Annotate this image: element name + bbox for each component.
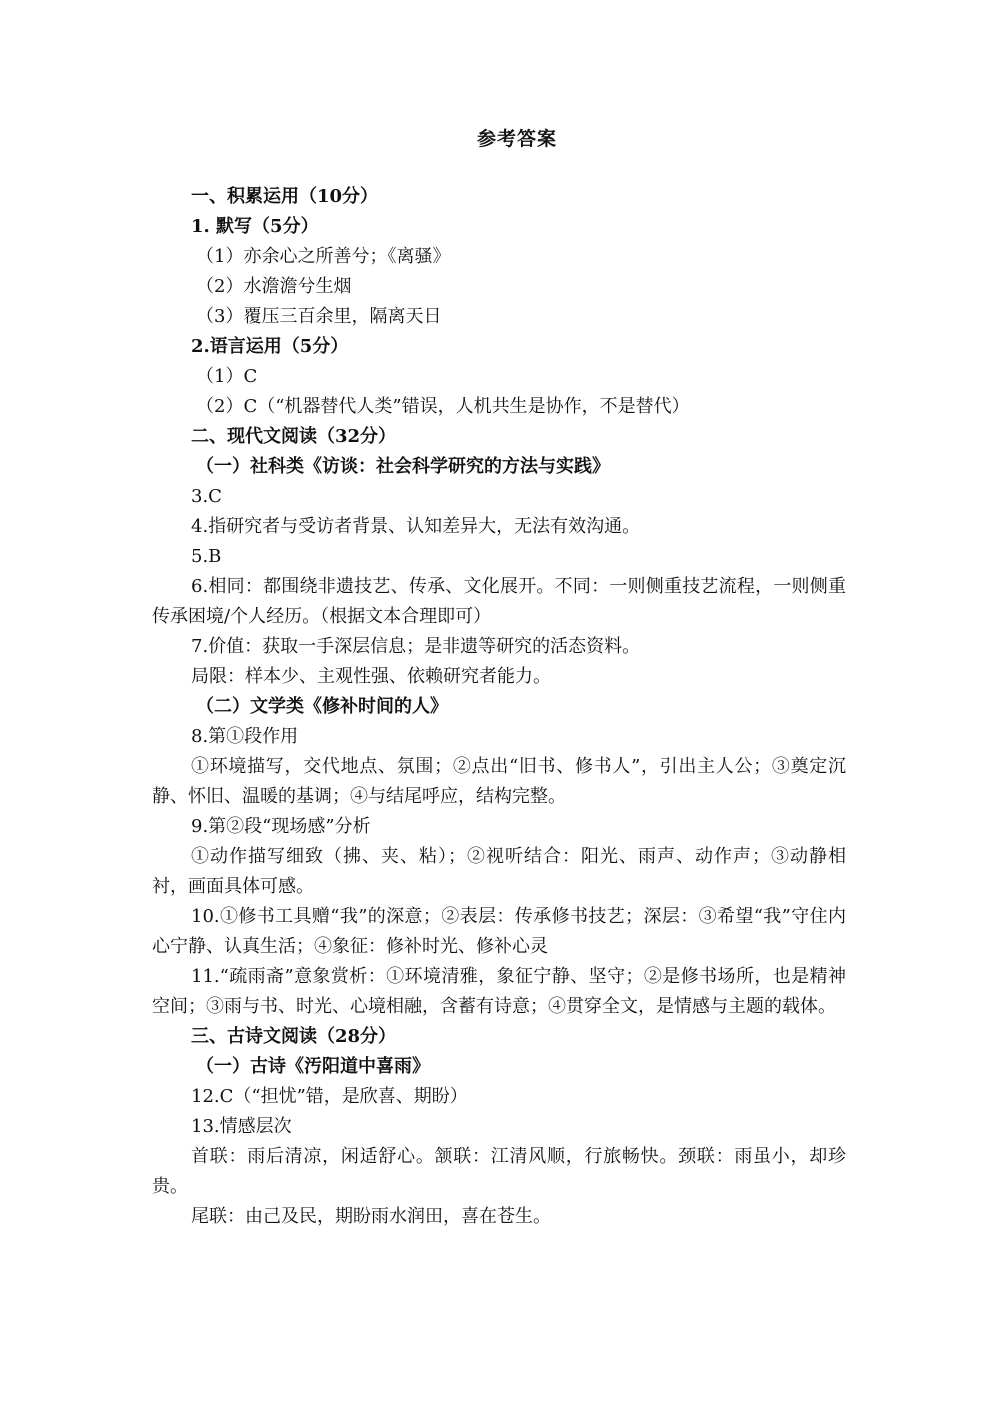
- answer-line: 4.指研究者与受访者背景、认知差异大，无法有效沟通。: [191, 516, 641, 537]
- answer-line: （3）覆压三百余里，隔离天日: [196, 306, 442, 327]
- answer-line: （二）文学类《修补时间的人》: [196, 696, 448, 717]
- answer-line: 尾联：由己及民，期盼雨水润田，喜在苍生。: [191, 1206, 551, 1227]
- answer-line: 3.C: [191, 486, 222, 507]
- answer-line: ①动作描写细致（拂、夹、粘）；②视听结合：阳光、雨声、动作声；③动静相衬，画面具体可感。: [152, 846, 846, 897]
- answer-line: （一）古诗《汚阳道中喜雨》: [196, 1056, 430, 1077]
- answer-content: [152, 182, 846, 1232]
- answer-line: 二、现代文阅读（32分）: [191, 426, 397, 447]
- answer-line: 5.B: [191, 546, 222, 567]
- answer-line: 6.相同：都围绕非遗技艺、传承、文化展开。不同：一则侧重技艺流程，一则侧重传承困境/个人经历。（根据文本合理即可）: [152, 576, 846, 627]
- answer-line: 11.“疏雨斋”意象赏析：①环境清雅，象征宁静、坚守；②是修书场所，也是精神空间；③雨与书、时光、心境相融，含蓄有诗意；④贯穿全文，是情感与主题的载体。: [152, 966, 846, 1017]
- answer-line: 9.第②段“现场感”分析: [191, 816, 371, 837]
- answer-line: 1. 默写（5分）: [191, 216, 319, 237]
- answer-line: 13.情感层次: [191, 1116, 292, 1137]
- page-title: 参考答案: [476, 128, 557, 150]
- answer-line: （2）水澹澹兮生烟: [196, 276, 352, 297]
- answer-line: （1）C: [196, 366, 258, 387]
- answer-line: 2.语言运用（5分）: [191, 336, 349, 357]
- answer-line: 一、积累运用（10分）: [191, 186, 379, 207]
- answer-line: （2）C（“机器替代人类”错误，人机共生是协作，不是替代）: [196, 396, 690, 417]
- answer-line: 12.C（“担忧”错，是欣喜、期盼）: [191, 1086, 468, 1107]
- answer-line: 8.第①段作用: [191, 726, 299, 747]
- answer-line: （一）社科类《访谈：社会科学研究的方法与实践》: [196, 456, 610, 477]
- answer-line: 7.价值：获取一手深层信息；是非遗等研究的活态资料。: [191, 636, 641, 657]
- answer-line: ①环境描写，交代地点、氛围；②点出“旧书、修书人”，引出主人公；③奠定沉静、怀旧、温暖的基调；④与结尾呼应，结构完整。: [152, 756, 846, 807]
- answer-line: 三、古诗文阅读（28分）: [191, 1026, 397, 1047]
- answer-line: （1）亦余心之所善兮；《离骚》: [196, 246, 451, 267]
- answer-line: 局限：样本少、主观性强、依赖研究者能力。: [191, 666, 551, 687]
- answer-line: 10.①修书工具赠“我”的深意；②表层：传承修书技艺；深层：③希望“我”守住内心宁静、认真生活；④象征：修补时光、修补心灵: [152, 906, 846, 957]
- answer-line: 首联：雨后清凉，闲适舒心。颔联：江清风顺，行旅畅快。颈联：雨虽小，却珍贵。: [152, 1146, 846, 1197]
